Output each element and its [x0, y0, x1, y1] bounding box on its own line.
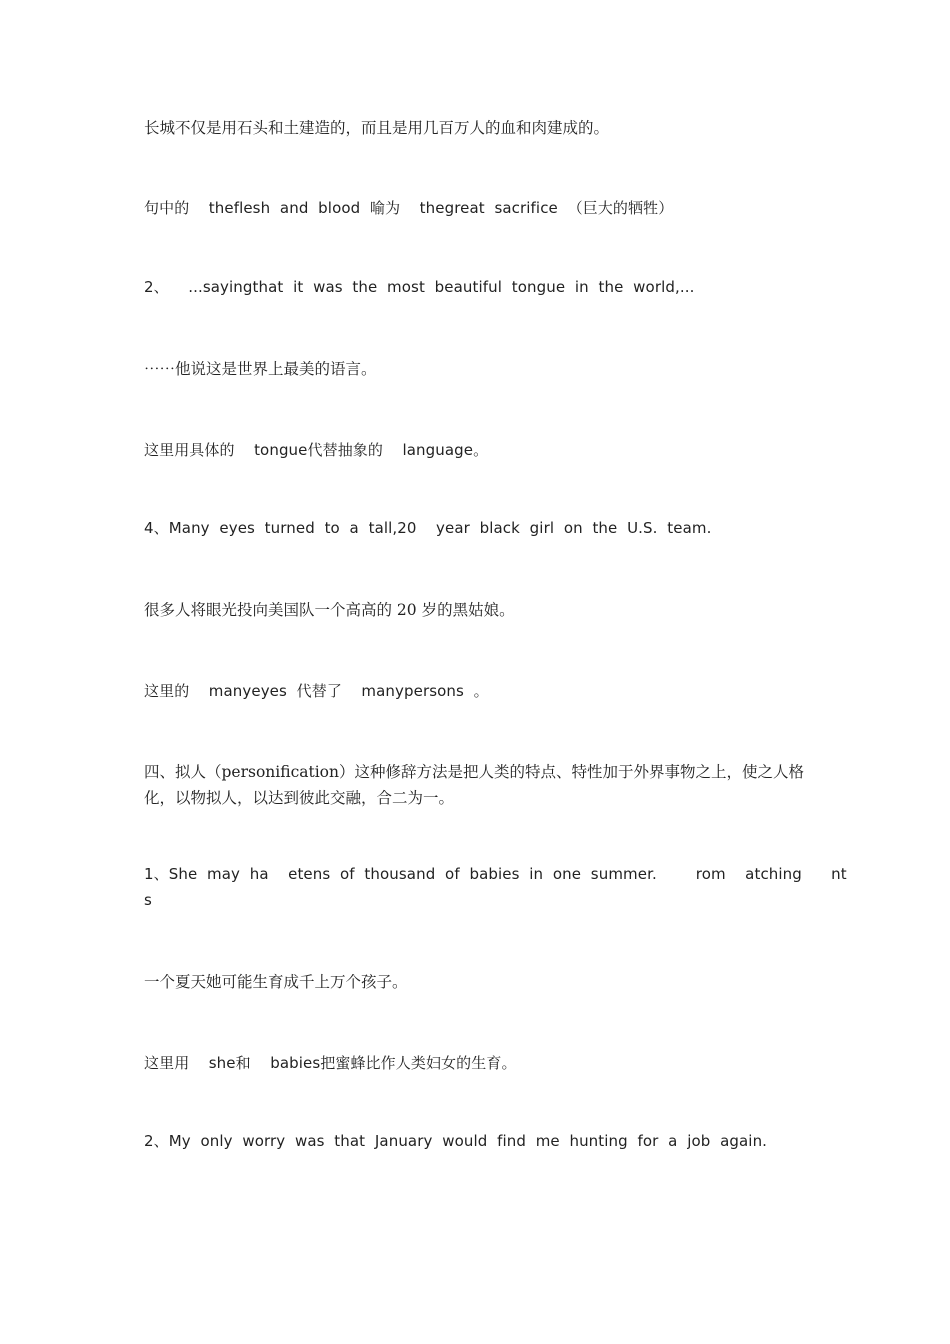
- paragraph-personification-example-1-continuation: s: [144, 891, 152, 909]
- paragraph-example-4-translation: 很多人将眼光投向美国队一个高高的 20 岁的黑姑娘。: [144, 601, 515, 619]
- paragraph-example-2-translation: ⋯⋯他说这是世界上最美的语言。: [144, 360, 377, 378]
- paragraph-tongue-explanation: 这里用具体的 tongue代替抽象的 language。: [144, 441, 489, 459]
- paragraph-eyes-explanation: 这里的 manyeyes 代替了 manypersons 。: [144, 682, 489, 700]
- paragraph-example-2-english: 2、 ...sayingthat it was the most beautiful tongue in the world,...: [144, 278, 695, 296]
- paragraph-great-wall-translation: 长城不仅是用石头和土建造的，而且是用几百万人的血和肉建成的。: [144, 119, 610, 137]
- paragraph-personification-example-2-english: 2、My only worry was that January would find me hunting for a job again.: [144, 1132, 768, 1150]
- paragraph-example-4-english: 4、Many eyes turned to a tall,20 year black girl on the U.S. team.: [144, 519, 712, 537]
- paragraph-personification-example-1-english: 1、She may ha etens of thousand of babies in one summer. rom atching nt: [144, 865, 847, 883]
- section-heading-personification: 四、拟人（personification）这种修辞方法是把人类的特点、特性加于外界事物之上，使之人格化，以物拟人，以达到彼此交融，合二为一。: [144, 763, 804, 807]
- paragraph-bee-explanation: 这里用 she和 babies把蜜蜂比作人类妇女的生育。: [144, 1054, 517, 1072]
- paragraph-personification-example-1-translation: 一个夏天她可能生育成千上万个孩子。: [144, 973, 408, 991]
- paragraph-metaphor-explanation: 句中的 theflesh and blood 喻为 thegreat sacrifice （巨大的牺牲）: [144, 199, 674, 217]
